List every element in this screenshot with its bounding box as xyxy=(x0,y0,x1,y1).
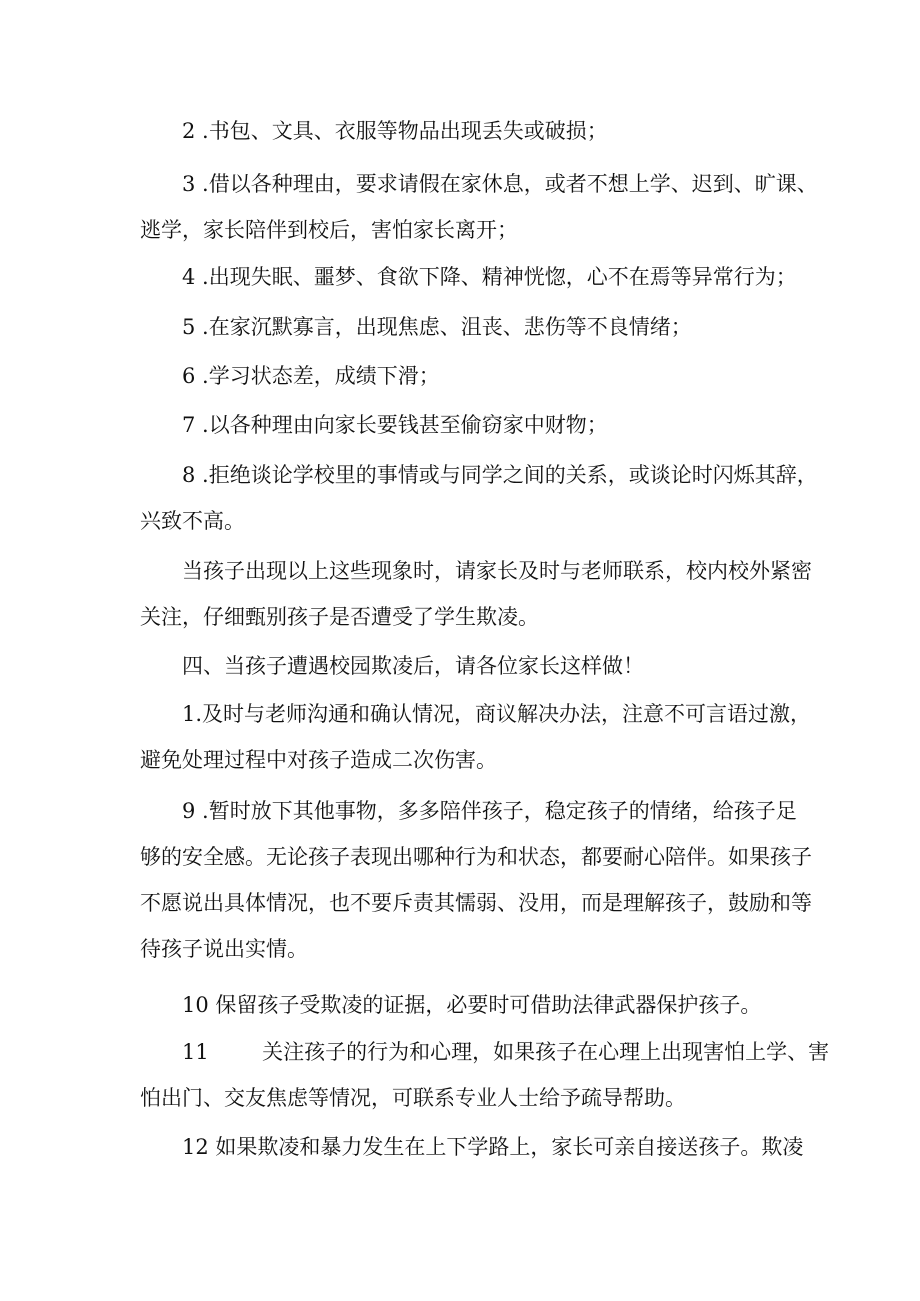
paragraph-line: 逃学，家长陪伴到校后，害怕家长离开； xyxy=(140,218,518,242)
paragraph-summary xyxy=(140,548,812,640)
paragraph-line: 怕出门、交友焦虑等情况，可联系专业人士给予疏导帮助。 xyxy=(140,1086,686,1110)
paragraph-line: 7 .以各种理由向家长要钱甚至偷窃家中财物； xyxy=(182,413,608,437)
paragraph-item-1 xyxy=(140,691,812,783)
paragraph-line: 9 .暂时放下其他事物，多多陪伴孩子，稳定孩子的情绪，给孩子足 xyxy=(182,799,797,823)
paragraph-line: 12 如果欺凌和暴力发生在上下学路上，家长可亲自接送孩子。欺凌 xyxy=(182,1135,804,1159)
section-heading xyxy=(140,643,800,689)
paragraph-item-9 xyxy=(140,788,812,972)
paragraph-line: 1.及时与老师沟通和确认情况，商议解决办法，注意不可言语过激， xyxy=(182,702,812,726)
paragraph-item-6 xyxy=(140,353,800,399)
paragraph-line: 避免处理过程中对孩子造成二次伤害。 xyxy=(140,748,497,772)
section-heading-text: 四、当孩子遭遇校园欺凌后，请各位家长这样做！ xyxy=(182,654,644,678)
paragraph-item-7 xyxy=(140,402,800,448)
paragraph-line: 当孩子出现以上这些现象时，请家长及时与老师联系，校内校外紧密 xyxy=(182,559,812,583)
paragraph-line: 待孩子说出实情。 xyxy=(140,937,308,961)
paragraph-item-8 xyxy=(140,452,818,544)
paragraph-item-4 xyxy=(140,254,800,300)
paragraph-line: 8 .拒绝谈论学校里的事情或与同学之间的关系，或谈论时闪烁其辞， xyxy=(182,463,818,487)
paragraph-line: 11 关注孩子的行为和心理，如果孩子在心理上出现害怕上学、害 xyxy=(182,1040,830,1064)
paragraph-line: 6 .学习状态差，成绩下滑； xyxy=(182,364,440,388)
paragraph-line: 兴致不高。 xyxy=(140,509,245,533)
paragraph-item-11 xyxy=(140,1029,830,1121)
paragraph-line: 2 .书包、文具、衣服等物品出现丢失或破损； xyxy=(182,119,608,143)
paragraph-line: 3 .借以各种理由，要求请假在家休息，或者不想上学、迟到、旷课、 xyxy=(182,172,818,196)
paragraph-line: 4 .出现失眠、噩梦、食欲下降、精神恍惚，心不在焉等异常行为； xyxy=(182,265,797,289)
paragraph-item-2 xyxy=(140,108,800,154)
paragraph-item-3 xyxy=(140,161,818,253)
paragraph-item-10 xyxy=(140,982,800,1028)
paragraph-line: 不愿说出具体情况，也不要斥责其懦弱、没用，而是理解孩子，鼓励和等 xyxy=(140,891,812,915)
paragraph-line: 够的安全感。无论孩子表现出哪种行为和状态，都要耐心陪伴。如果孩子 xyxy=(140,845,812,869)
paragraph-line: 关注，仔细甄别孩子是否遭受了学生欺凌。 xyxy=(140,605,539,629)
paragraph-item-12 xyxy=(140,1124,804,1170)
paragraph-line: 10 保留孩子受欺凌的证据，必要时可借助法律武器保护孩子。 xyxy=(182,993,762,1017)
paragraph-line: 5 .在家沉默寡言，出现焦虑、沮丧、悲伤等不良情绪； xyxy=(182,315,692,339)
paragraph-item-5 xyxy=(140,304,800,350)
